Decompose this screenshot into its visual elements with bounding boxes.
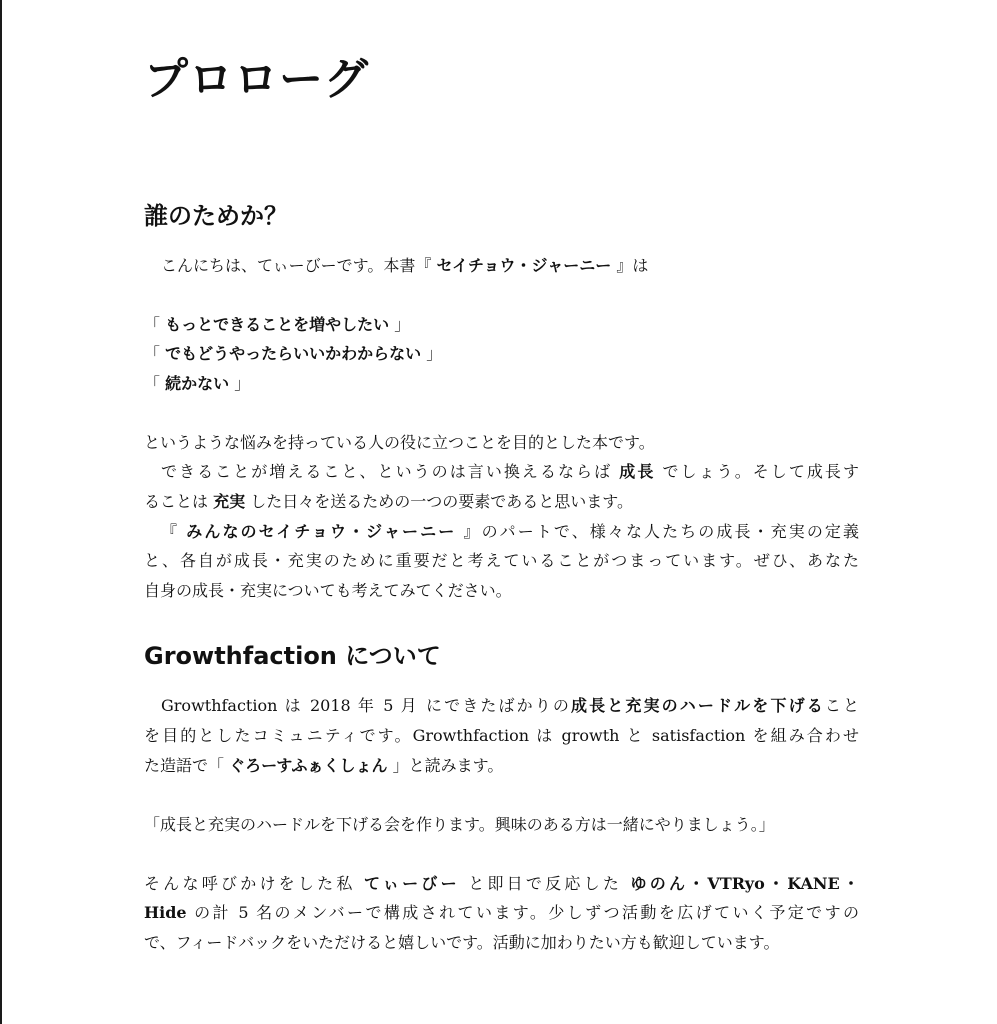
paragraph-community-line: た造語で「 ぐろーすふぁくしょん 」と読みます。 <box>144 756 504 775</box>
paragraph-purpose: というような悩みを持っている人の役に立つことを目的とした本です。 <box>144 433 655 452</box>
section-heading-growthfaction: Growthfaction について <box>144 642 441 670</box>
paragraph-journey-line: と、各自が成長・充実のために重要だと考えていることがつまっています。ぜひ、あなた <box>144 551 859 570</box>
section-heading-who: 誰のためか？ <box>144 202 288 230</box>
page-left-edge <box>0 0 2 1024</box>
chapter-title: プロローグ <box>144 54 369 105</box>
paragraph-journey-line: 『 みんなのセイチョウ・ジャーニー 』のパートで、様々な人たちの成長・充実の定義 <box>161 522 859 541</box>
paragraph-journey-line: 自身の成長・充実についても考えてみてください。 <box>144 581 512 600</box>
paragraph-growth-line: できることが増えること、というのは言い換えるならば 成長 でしょう。そして成長す <box>161 462 859 481</box>
paragraph-community-line: を目的としたコミュニティです。Growthfaction は growth と satisfaction を組み合わせ <box>144 726 859 745</box>
quote-line: 「 でもどうやったらいいかわからない 」 <box>144 344 443 363</box>
intro-line: こんにちは、てぃーびーです。本書『 セイチョウ・ジャーニー 』は <box>161 256 649 275</box>
quote-line: 「 もっとできることを増やしたい 」 <box>144 315 411 334</box>
paragraph-members-line: で、フィードバックをいただけると嬉しいです。活動に加わりたい方も歓迎しています。 <box>144 933 780 952</box>
book-title: セイチョウ・ジャーニー <box>436 256 612 275</box>
quote-line: 「 続かない 」 <box>144 374 251 393</box>
paragraph-growth-line: ることは 充実 した日々を送るための一つの要素であると思います。 <box>144 492 633 511</box>
paragraph-community-line: Growthfaction は 2018 年 5 月 にできたばかりの成長と充実のハードルを下げること <box>161 696 859 715</box>
paragraph-members-line: そんな呼びかけをした私 てぃーびー と即日で反応した ゆのん・VTRyo・KANE・ <box>144 874 859 893</box>
paragraph-members-line: Hide の計 5 名のメンバーで構成されています。少しずつ活動を広げていく予定ですの <box>144 903 860 922</box>
quote-call: 「成長と充実のハードルを下げる会を作ります。興味のある方は一緒にやりましょう。」 <box>144 815 775 834</box>
